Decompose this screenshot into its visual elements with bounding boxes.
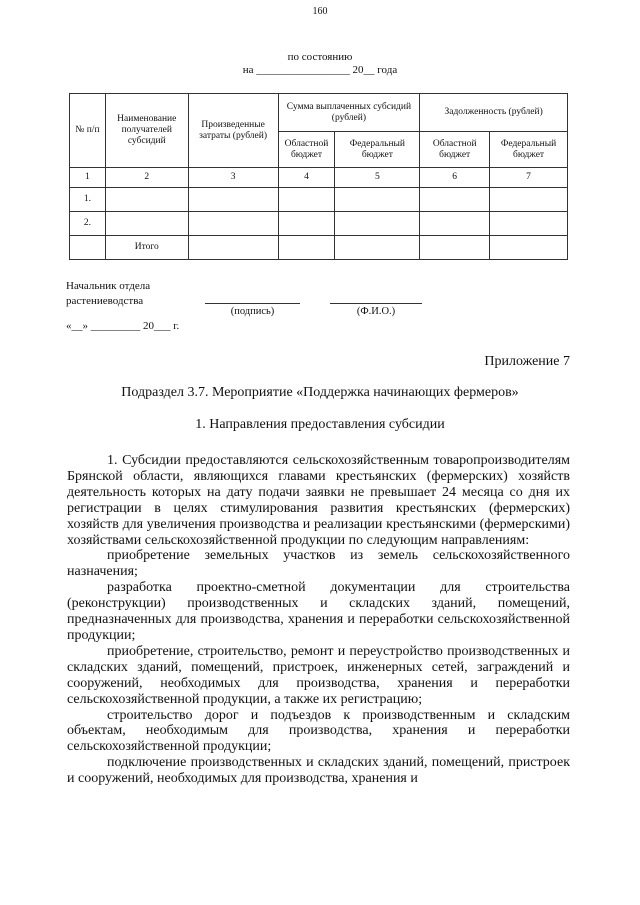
header-debt-federal: Федеральный бюджет: [490, 132, 568, 168]
header-costs: Произведенные затраты (рублей): [188, 94, 278, 168]
row-number: 1.: [70, 188, 106, 212]
total-label: Итого: [105, 236, 188, 260]
signature-date: «__» _________ 20___ г.: [66, 320, 180, 332]
index-cell: 1: [70, 168, 106, 188]
report-date-line: на _________________ 20__ года: [242, 64, 398, 76]
section-title: 1. Направления предоставления субсидии: [195, 417, 445, 432]
page-number: 160: [312, 6, 328, 17]
cell: [420, 236, 490, 260]
index-cell: 2: [105, 168, 188, 188]
cell: [490, 212, 568, 236]
row-number: 2.: [70, 212, 106, 236]
position-line1: Начальник отдела: [66, 280, 151, 292]
paragraph: подключение производственных и складских зданий, помещений, пристроек и сооружений, необходимых для производства, хранения и: [67, 755, 570, 787]
cell: [420, 212, 490, 236]
cell: [420, 188, 490, 212]
cell: [188, 236, 278, 260]
name-line: [330, 303, 422, 304]
cell: [278, 212, 335, 236]
header-debt-group: Задолженность (рублей): [420, 94, 568, 132]
body-text: [67, 453, 570, 787]
name-caption: (Ф.И.О.): [356, 306, 396, 317]
header-recipients: Наименование получателей субсидий: [105, 94, 188, 168]
cell: [490, 188, 568, 212]
header-paid-group: Сумма выплаченных субсидий (рублей): [278, 94, 420, 132]
cell: [335, 236, 420, 260]
cell: [70, 236, 106, 260]
appendix-label: Приложение 7: [484, 354, 570, 369]
subsidy-table: [69, 93, 568, 260]
position-line2: растениеводства: [66, 295, 144, 307]
signature-caption: (подпись): [230, 306, 275, 317]
cell: [278, 188, 335, 212]
header-num: № п/п: [70, 94, 106, 168]
index-row: [70, 168, 568, 188]
signature-line: [205, 303, 300, 304]
paragraph: разработка проектно-сметной документации для строительства (реконструкции) производственных и складских зданий, помещений, предназначенных для производства, хранения и переработки сельскохозяйственной продукции;: [67, 580, 570, 643]
index-cell: 7: [490, 168, 568, 188]
paragraph: 1. Субсидии предоставляются сельскохозяйственным товаропроизводителям Брянской области, являющихся главами крестьянских (фермерских) хозяйств деятельность которых на дату подачи заявки не превышает 24 месяца со дня их регистрации в целях стимулирования развития крестьянских (фермерских) хозяйств для увеличения производства и реализации крестьянскими (фермерскими) хозяйствами сельскохозяйственной продукции по следующим направлениям:: [67, 453, 570, 548]
paragraph: строительство дорог и подъездов к производственным и складским объектам, необходимым для производства, хранения и переработки сельскохозяйственной продукции;: [67, 707, 570, 755]
index-cell: 5: [335, 168, 420, 188]
index-cell: 4: [278, 168, 335, 188]
cell: [490, 236, 568, 260]
subsection-title: Подраздел 3.7. Мероприятие «Поддержка начинающих фермеров»: [121, 385, 519, 400]
total-row: [70, 236, 568, 260]
header-debt-regional: Областной бюджет: [420, 132, 490, 168]
index-cell: 3: [188, 168, 278, 188]
cell: [335, 212, 420, 236]
cell: [188, 188, 278, 212]
paragraph: приобретение земельных участков из земель сельскохозяйственного назначения;: [67, 548, 570, 580]
report-date-label: по состоянию: [287, 51, 353, 63]
signature-position: [66, 279, 150, 309]
index-cell: 6: [420, 168, 490, 188]
cell: [335, 188, 420, 212]
header-paid-federal: Федеральный бюджет: [335, 132, 420, 168]
cell: [105, 212, 188, 236]
table-row: [70, 212, 568, 236]
header-paid-regional: Областной бюджет: [278, 132, 335, 168]
cell: [278, 236, 335, 260]
cell: [188, 212, 278, 236]
paragraph: приобретение, строительство, ремонт и переустройство производственных и складских зданий, помещений, пристроек, инженерных сетей, заграждений и сооружений, необходимых для производства, хранения и переработки сельскохозяйственной продукции, а также их регистрацию;: [67, 643, 570, 707]
cell: [105, 188, 188, 212]
table-row: [70, 188, 568, 212]
